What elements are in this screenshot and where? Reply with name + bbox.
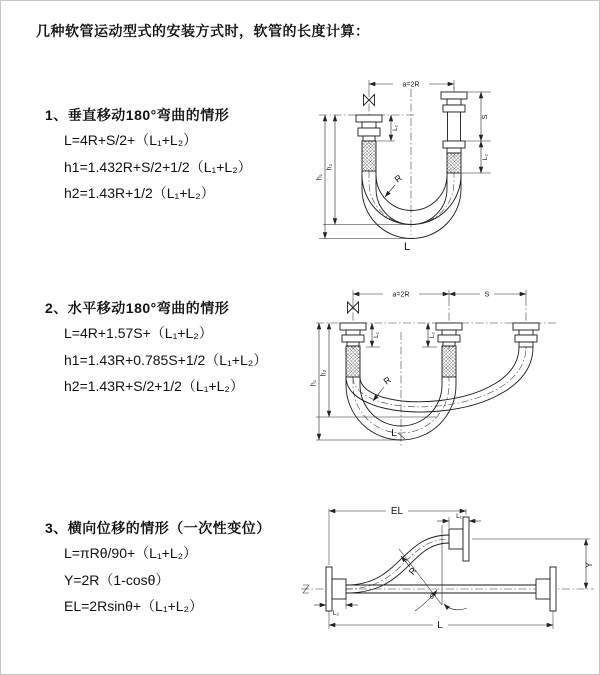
hose-u-bend xyxy=(362,171,461,239)
right-end-fitting xyxy=(441,92,467,173)
angle-label: θ xyxy=(430,594,434,601)
dim-label-s: S xyxy=(484,291,490,299)
section-2 xyxy=(45,298,267,400)
page-title: 几种软管运动型式的安装方式时，软管的长度计算： xyxy=(36,23,370,39)
dim-label-l1: L₁ xyxy=(373,332,380,338)
dim-label-l1: L₁ xyxy=(392,125,399,131)
dim-label-h1: h₁ xyxy=(310,379,318,387)
formula-line: h1=1.43R+0.785S+1/2（L₁+L₂） xyxy=(64,351,268,368)
formula-line: L=πRθ/90+（L₁+L₂） xyxy=(64,545,198,561)
dim-label-span: a=2R xyxy=(402,81,420,89)
formula-line: EL=2Rsinθ+（L₁+L₂） xyxy=(64,598,203,614)
section-1-heading: 1、垂直移动180°弯曲的情形 xyxy=(45,107,230,123)
hose-u-bends xyxy=(346,347,533,440)
dim-label-l2: L₂ xyxy=(429,331,436,339)
diagram-vertical-180-bend xyxy=(311,67,600,257)
radius-label: R xyxy=(406,565,419,577)
left-end-fitting xyxy=(356,115,382,171)
section-3 xyxy=(45,518,271,620)
right-end-fitting xyxy=(513,323,539,347)
formula-line: h1=1.432R+S/2+1/2（L₁+L₂） xyxy=(64,158,252,175)
length-label: L xyxy=(403,241,411,253)
dim-label-h2: h₂ xyxy=(320,369,328,377)
dim-label-el: EL xyxy=(390,506,404,517)
formula-line: L=4R+S/2+（L₁+L₂） xyxy=(64,132,198,148)
dim-label-l1: L₁ xyxy=(456,513,462,520)
dim-label-l2: L₂ xyxy=(482,153,489,161)
formula-line: h2=1.43R+S/2+1/2（L₁+L₂） xyxy=(64,378,244,394)
diagram-lateral-displacement xyxy=(296,497,600,642)
dim-label-y: Y xyxy=(584,561,594,569)
formula-line: Y=2R（1-cosθ） xyxy=(64,571,170,588)
dim-label-h2: h₂ xyxy=(326,163,334,171)
left-flange xyxy=(326,567,346,611)
diagram-horizontal-180-bend xyxy=(306,277,600,462)
section-3-heading: 3、横向位移的情形（一次性变位） xyxy=(45,520,271,536)
section-1 xyxy=(45,105,252,207)
formula-line: L=4R+1.57S+（L₁+L₂） xyxy=(64,325,213,341)
right-flange xyxy=(536,567,556,611)
dim-label-s: S xyxy=(482,114,489,120)
radius-label: R xyxy=(392,172,404,185)
dim-label-l2: L₂ xyxy=(332,610,340,617)
dimensions xyxy=(311,290,527,441)
length-label: L xyxy=(391,428,397,439)
left-end-fitting xyxy=(340,323,366,377)
formula-line: h2=1.43R+1/2（L₁+L₂） xyxy=(64,185,215,201)
centerlines xyxy=(316,87,454,235)
radius-label: R xyxy=(381,374,393,387)
dim-label-h1: h₁ xyxy=(316,173,324,181)
hose-s-curve-displaced xyxy=(346,535,449,593)
dim-label-l: L xyxy=(437,620,443,631)
dim-label-span: a=2R xyxy=(392,291,410,299)
middle-end-fitting xyxy=(436,323,462,377)
top-flange-displaced-end xyxy=(449,517,469,561)
section-2-heading: 2、水平移动180°弯曲的情形 xyxy=(45,300,230,316)
